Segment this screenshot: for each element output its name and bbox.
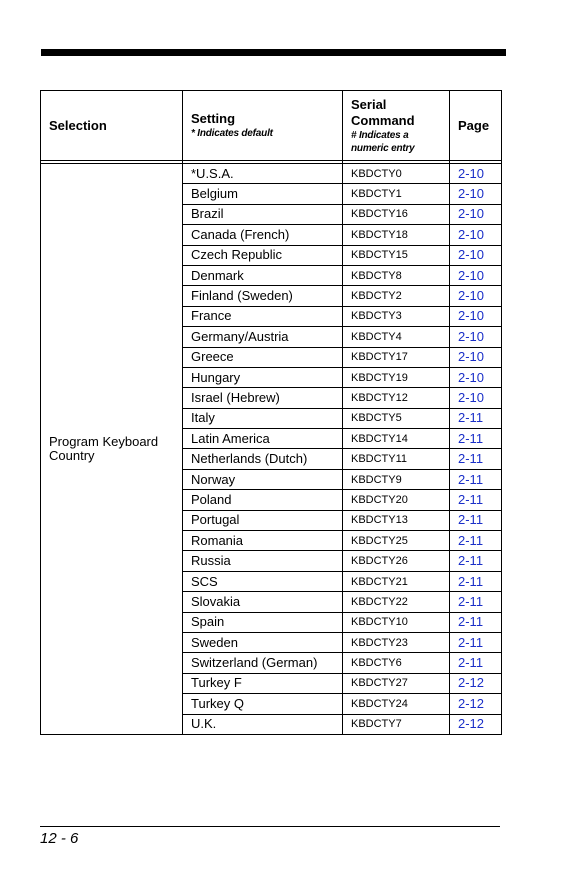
header-page-label: Page <box>458 117 490 133</box>
header-serial-line2: Command <box>351 112 415 128</box>
serial-command-cell: KBDCTY25 <box>343 531 450 551</box>
page-link[interactable]: 2-11 <box>450 531 502 551</box>
setting-cell: Netherlands (Dutch) <box>183 449 343 469</box>
page-link[interactable]: 2-11 <box>450 490 502 510</box>
selection-cell <box>41 164 183 735</box>
header-selection-label: Selection <box>49 117 107 133</box>
page-link[interactable]: 2-11 <box>450 653 502 673</box>
page-link[interactable]: 2-11 <box>450 469 502 489</box>
setting-cell: Italy <box>183 408 343 428</box>
setting-cell: Romania <box>183 531 343 551</box>
setting-cell: Spain <box>183 612 343 632</box>
page-link[interactable]: 2-10 <box>450 204 502 224</box>
header-serial-line1: Serial <box>351 96 387 112</box>
page-link[interactable]: 2-11 <box>450 612 502 632</box>
serial-command-cell: KBDCTY18 <box>343 225 450 245</box>
setting-cell: Turkey Q <box>183 694 343 714</box>
page-link[interactable]: 2-12 <box>450 694 502 714</box>
header-setting-note: * Indicates default <box>191 128 273 139</box>
page-link[interactable]: 2-11 <box>450 408 502 428</box>
serial-command-cell: KBDCTY19 <box>343 367 450 387</box>
setting-cell: SCS <box>183 571 343 591</box>
command-table <box>40 90 502 735</box>
serial-command-cell: KBDCTY0 <box>343 164 450 184</box>
serial-command-cell: KBDCTY9 <box>343 469 450 489</box>
serial-command-cell: KBDCTY7 <box>343 714 450 734</box>
serial-command-cell: KBDCTY27 <box>343 673 450 693</box>
page-link[interactable]: 2-12 <box>450 673 502 693</box>
page-link[interactable]: 2-12 <box>450 714 502 734</box>
page-link[interactable]: 2-10 <box>450 306 502 326</box>
serial-command-cell: KBDCTY20 <box>343 490 450 510</box>
header-setting <box>183 91 343 161</box>
selection-label-line1: Program Keyboard <box>49 433 159 449</box>
page-link[interactable]: 2-11 <box>450 449 502 469</box>
setting-cell: Belgium <box>183 184 343 204</box>
setting-cell: Latin America <box>183 429 343 449</box>
page-link[interactable]: 2-10 <box>450 184 502 204</box>
setting-cell: *U.S.A. <box>183 164 343 184</box>
setting-cell: Switzerland (German) <box>183 653 343 673</box>
serial-command-cell: KBDCTY24 <box>343 694 450 714</box>
page-link[interactable]: 2-11 <box>450 571 502 591</box>
setting-cell: Brazil <box>183 204 343 224</box>
page-link[interactable]: 2-10 <box>450 225 502 245</box>
serial-command-cell: KBDCTY23 <box>343 632 450 652</box>
setting-cell: Sweden <box>183 632 343 652</box>
serial-command-cell: KBDCTY15 <box>343 245 450 265</box>
setting-cell: Portugal <box>183 510 343 530</box>
header-page <box>450 91 502 161</box>
setting-cell: U.K. <box>183 714 343 734</box>
page-link[interactable]: 2-10 <box>450 245 502 265</box>
table-row <box>41 164 502 184</box>
serial-command-cell: KBDCTY2 <box>343 286 450 306</box>
serial-command-cell: KBDCTY8 <box>343 265 450 285</box>
header-row <box>41 91 502 161</box>
serial-command-cell: KBDCTY6 <box>343 653 450 673</box>
page-link[interactable]: 2-11 <box>450 429 502 449</box>
serial-command-cell: KBDCTY26 <box>343 551 450 571</box>
setting-cell: Israel (Hebrew) <box>183 388 343 408</box>
page-link[interactable]: 2-10 <box>450 347 502 367</box>
setting-cell: Poland <box>183 490 343 510</box>
header-serial-note-line2: numeric entry <box>351 142 415 154</box>
serial-command-cell: KBDCTY16 <box>343 204 450 224</box>
page-link[interactable]: 2-11 <box>450 592 502 612</box>
setting-cell: Slovakia <box>183 592 343 612</box>
setting-cell: Germany/Austria <box>183 327 343 347</box>
serial-command-cell: KBDCTY5 <box>343 408 450 428</box>
setting-cell: Finland (Sweden) <box>183 286 343 306</box>
page-number: 12 - 6 <box>40 830 79 847</box>
page-link[interactable]: 2-11 <box>450 510 502 530</box>
page-link[interactable]: 2-10 <box>450 367 502 387</box>
serial-command-cell: KBDCTY22 <box>343 592 450 612</box>
serial-command-cell: KBDCTY21 <box>343 571 450 591</box>
setting-cell: Turkey F <box>183 673 343 693</box>
setting-cell: Norway <box>183 469 343 489</box>
setting-cell: France <box>183 306 343 326</box>
page-link[interactable]: 2-11 <box>450 551 502 571</box>
serial-command-cell: KBDCTY17 <box>343 347 450 367</box>
serial-command-cell: KBDCTY3 <box>343 306 450 326</box>
setting-cell: Russia <box>183 551 343 571</box>
setting-cell: Hungary <box>183 367 343 387</box>
setting-cell: Czech Republic <box>183 245 343 265</box>
setting-cell: Greece <box>183 347 343 367</box>
selection-label-line2: Country <box>49 447 95 463</box>
page-link[interactable]: 2-10 <box>450 388 502 408</box>
setting-cell: Denmark <box>183 265 343 285</box>
setting-cell: Canada (French) <box>183 225 343 245</box>
header-serial-note-line1: # Indicates a <box>351 129 409 141</box>
serial-command-cell: KBDCTY14 <box>343 429 450 449</box>
serial-command-cell: KBDCTY11 <box>343 449 450 469</box>
page-link[interactable]: 2-10 <box>450 265 502 285</box>
page-link[interactable]: 2-10 <box>450 286 502 306</box>
serial-command-cell: KBDCTY12 <box>343 388 450 408</box>
serial-command-cell: KBDCTY10 <box>343 612 450 632</box>
serial-command-cell: KBDCTY1 <box>343 184 450 204</box>
header-setting-label: Setting <box>191 111 236 126</box>
top-rule <box>41 49 506 56</box>
table-body <box>41 164 502 735</box>
serial-command-cell: KBDCTY13 <box>343 510 450 530</box>
bottom-rule <box>40 826 500 827</box>
page-link[interactable]: 2-10 <box>450 164 502 184</box>
page-link[interactable]: 2-10 <box>450 327 502 347</box>
header-selection <box>41 91 183 161</box>
serial-command-cell: KBDCTY4 <box>343 327 450 347</box>
header-serial-command <box>343 91 450 161</box>
page-link[interactable]: 2-11 <box>450 632 502 652</box>
